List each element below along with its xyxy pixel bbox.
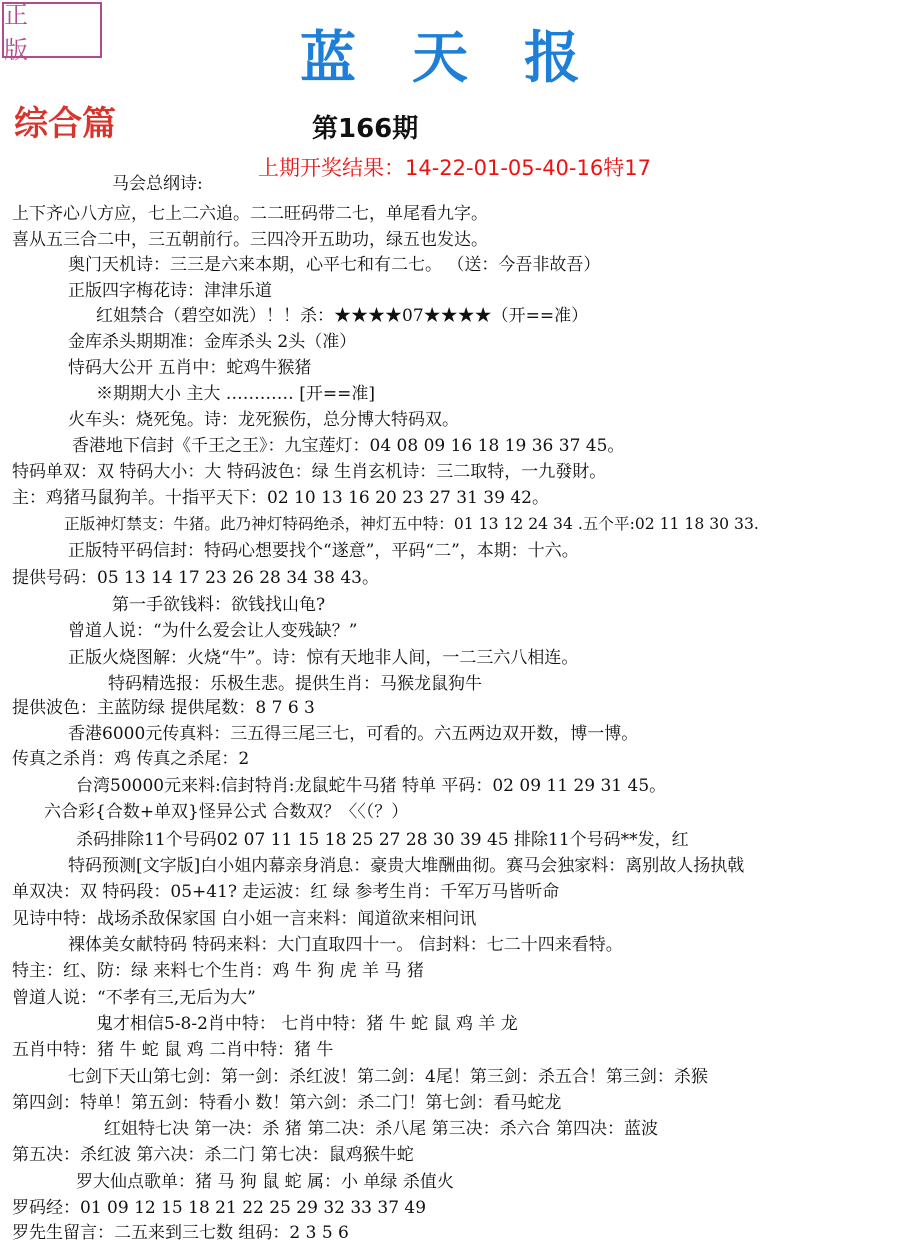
text-line: 台湾50000元来料:信封特肖:龙鼠蛇牛马猪 特单 平码：02 09 11 29 31 45。 xyxy=(76,776,667,796)
masthead-title: 蓝天报 xyxy=(300,25,636,91)
text-line: 特码预测[文字版]白小姐内幕亲身消息：豪贵大堆酬曲彻。赛马会独家料：离别故人扬执戟 xyxy=(68,856,745,876)
section-title: 综合篇 xyxy=(14,104,116,144)
text-line: 主：鸡猪马鼠狗羊。十指平天下：02 10 13 16 20 23 27 31 39 42。 xyxy=(12,488,549,508)
text-line: 正版火烧图解：火烧“牛”。诗：惊有天地非人间，一二三六八相连。 xyxy=(68,648,579,668)
last-result: 上期开奖结果：14-22-01-05-40-16特17 xyxy=(258,156,651,180)
text-line: 特码精选报：乐极生悲。提供生肖：马猴龙鼠狗牛 xyxy=(108,674,482,694)
issue-number: 第166期 xyxy=(312,114,419,144)
text-line: 第五决：杀红波 第六决：杀二门 第七决：鼠鸡猴牛蛇 xyxy=(12,1145,414,1165)
text-line: 罗码经：01 09 12 15 18 21 22 25 29 32 33 37 49 xyxy=(12,1198,427,1218)
text-line: ※期期大小 主大 ………… [开==准] xyxy=(96,384,375,404)
text-line: 传真之杀肖：鸡 传真之杀尾：2 xyxy=(12,749,250,769)
text-line: 红姐特七决 第一决：杀 猪 第二决：杀八尾 第三决：杀六合 第四决：蓝波 xyxy=(104,1119,659,1139)
text-line: 六合彩{合数+单双}怪异公式 合数双？〈〈（？） xyxy=(44,802,409,822)
text-line: 红姐禁合（碧空如洗）！！杀：★★★★07★★★★（开==准） xyxy=(96,306,589,326)
text-line: 罗先生留言：二五来到三七数 组码：2 3 5 6 xyxy=(12,1223,349,1243)
text-line: 五肖中特：猪 牛 蛇 鼠 鸡 二肖中特：猪 牛 xyxy=(12,1040,334,1060)
text-line: 杀码排除11个号码02 07 11 15 18 25 27 28 30 39 45 排除11个号码**发，红 xyxy=(76,830,689,850)
text-line: 马会总纲诗: xyxy=(112,174,203,194)
text-line: 喜从五三合二中，三五朝前行。三四冷开五助功，绿五也发达。 xyxy=(12,230,488,250)
text-line: 第一手欲钱料：欲钱找山龟? xyxy=(112,595,326,615)
text-line: 曾道人说：“不孝有三,无后为大” xyxy=(12,988,256,1008)
text-line: 鬼才相信5-8-2肖中特： 七肖中特：猪 牛 蛇 鼠 鸡 羊 龙 xyxy=(96,1014,518,1034)
text-line: 裸体美女献特码 特码来料：大门直取四十一。 信封料：七二十四来看特。 xyxy=(68,935,623,955)
text-line: 奥门天机诗：三三是六来本期，心平七和有二七。 （送：今吾非故吾） xyxy=(68,255,601,275)
text-line: 正版神灯禁支：牛猪。此乃神灯特码绝杀，神灯五中特：01 13 12 24 34 .五个平:02 11 18 30 33. xyxy=(64,515,759,533)
text-line: 香港6000元传真料：三五得三尾三七，可看的。六五两边双开数，博一博。 xyxy=(68,724,639,744)
text-line: 单双决：双 特码段：05+41? 走运波：红 绿 参考生肖：千军万马皆听命 xyxy=(12,882,560,902)
text-line: 提供波色：主蓝防绿 提供尾数：8 7 6 3 xyxy=(12,698,315,718)
text-line: 金库杀头期期准：金库杀头 2头（准） xyxy=(68,332,357,352)
text-line: 正版四字梅花诗：津津乐道 xyxy=(68,281,272,301)
text-line: 特码单双：双 特码大小：大 特码波色：绿 生肖玄机诗：三二取特，一九發財。 xyxy=(12,462,607,482)
text-line: 见诗中特：战场杀敌保家国 白小姐一言来料：闻道欲来相问讯 xyxy=(12,909,477,929)
text-line: 罗大仙点歌单：猪 马 狗 鼠 蛇 属：小 单绿 杀值火 xyxy=(76,1172,454,1192)
text-line: 特主：红、防：绿 来料七个生肖：鸡 牛 狗 虎 羊 马 猪 xyxy=(12,961,424,981)
text-line: 正版特平码信封：特码心想要找个“遂意”，平码“二”，本期：十六。 xyxy=(68,541,579,561)
authentic-badge: 正 版 xyxy=(2,2,102,58)
text-line: 七剑下天山第七剑：第一剑：杀红波！第二剑：4尾！第三剑：杀五合！第三剑：杀猴 xyxy=(68,1067,708,1087)
text-line: 提供号码：05 13 14 17 23 26 28 34 38 43。 xyxy=(12,568,379,588)
text-line: 第四剑：特单！第五剑：特看小 数！第六剑：杀二门！第七剑：看马蛇龙 xyxy=(12,1093,562,1113)
text-line: 恃码大公开 五肖中：蛇鸡牛猴猪 xyxy=(68,358,312,378)
text-line: 曾道人说：“为什么爱会让人变残缺？” xyxy=(68,621,358,641)
text-line: 上下齐心八方应，七上二六追。二二旺码带二七，单尾看九字。 xyxy=(12,204,488,224)
text-line: 香港地下信封《千王之王》：九宝莲灯：04 08 09 16 18 19 36 37 45。 xyxy=(72,436,625,456)
text-line: 火车头：烧死兔。诗：龙死猴伤，总分博大特码双。 xyxy=(68,410,459,430)
